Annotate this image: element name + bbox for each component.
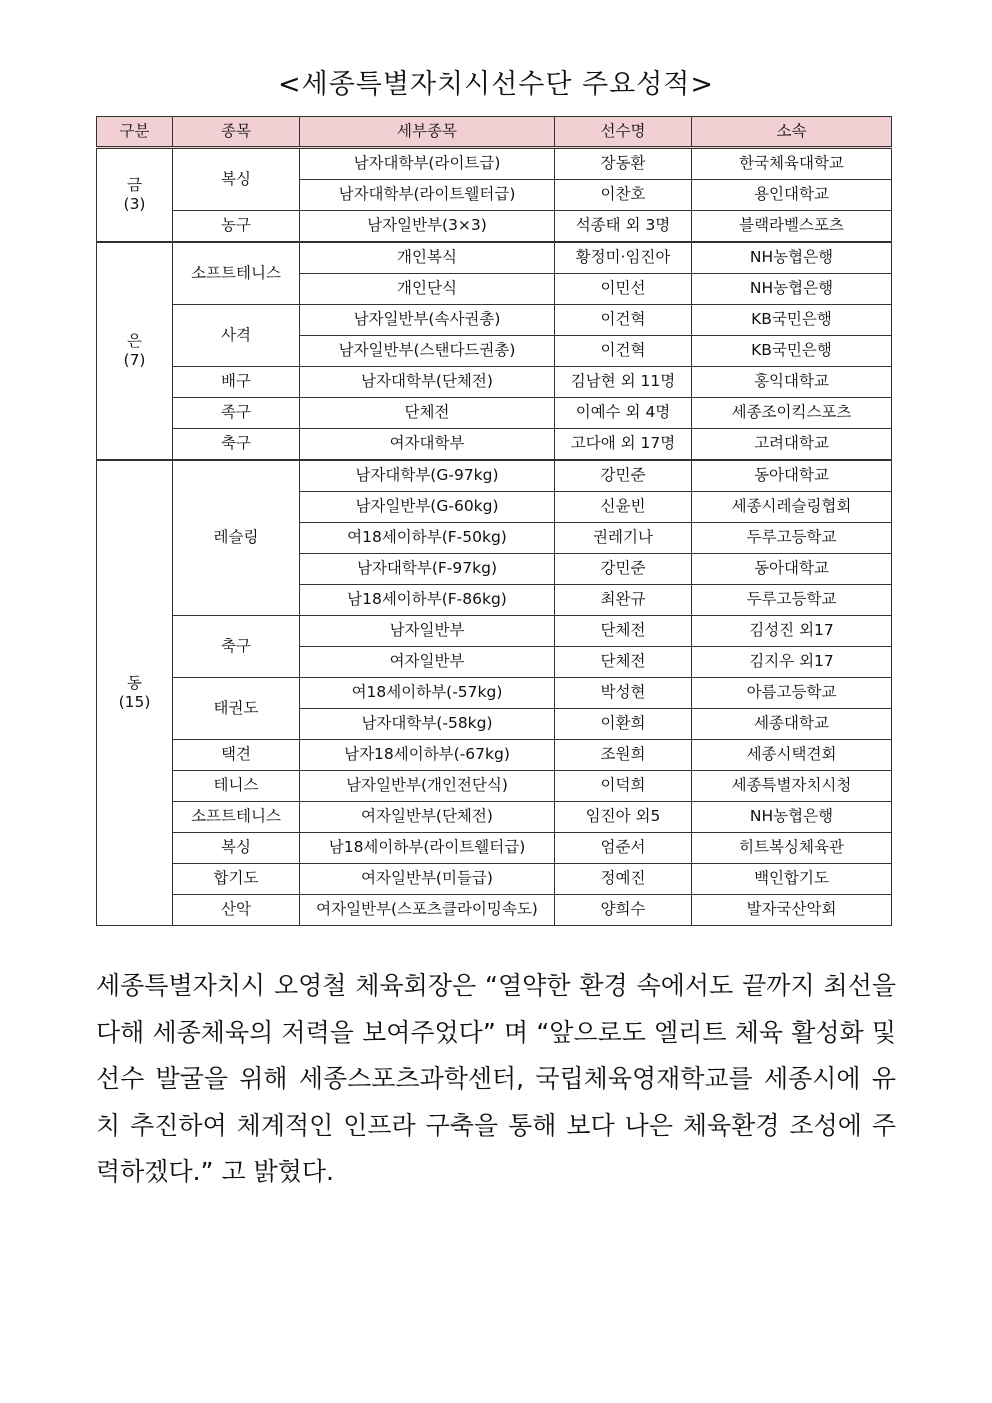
athlete-cell: 이건혁	[555, 336, 692, 367]
affiliation-cell: 용인대학교	[692, 180, 892, 211]
table-header	[97, 117, 892, 148]
affiliation-cell: KB국민은행	[692, 336, 892, 367]
event-cell: 남자일반부(G-60kg)	[300, 492, 555, 523]
sport-cell: 족구	[173, 398, 300, 429]
sport-cell: 축구	[173, 616, 300, 678]
header-row	[97, 117, 892, 148]
athlete-cell: 고다애 외 17명	[555, 429, 692, 461]
affiliation-cell: 백인합기도	[692, 864, 892, 895]
athlete-cell: 이예수 외 4명	[555, 398, 692, 429]
athlete-cell: 최완규	[555, 585, 692, 616]
affiliation-cell: 동아대학교	[692, 554, 892, 585]
athlete-cell: 석종태 외 3명	[555, 211, 692, 243]
sport-cell: 레슬링	[173, 460, 300, 616]
event-cell: 남자일반부(개인전단식)	[300, 771, 555, 802]
athlete-cell: 박성현	[555, 678, 692, 709]
sport-cell: 축구	[173, 429, 300, 461]
event-cell: 여자대학부	[300, 429, 555, 461]
event-cell: 남자일반부	[300, 616, 555, 647]
event-cell: 여자일반부(단체전)	[300, 802, 555, 833]
affiliation-cell: 동아대학교	[692, 460, 892, 492]
affiliation-cell: 세종시레슬링협회	[692, 492, 892, 523]
affiliation-cell: 김지우 외17	[692, 647, 892, 678]
athlete-cell: 엄준서	[555, 833, 692, 864]
affiliation-cell: 세종특별자치시청	[692, 771, 892, 802]
athlete-cell: 신윤빈	[555, 492, 692, 523]
table-row	[97, 148, 892, 180]
athlete-cell: 장동환	[555, 148, 692, 180]
affiliation-cell: 세종조이킥스포츠	[692, 398, 892, 429]
event-cell: 여자일반부(스포츠클라이밍속도)	[300, 895, 555, 926]
athlete-cell: 강민준	[555, 554, 692, 585]
event-cell: 남자일반부(스탠다드권총)	[300, 336, 555, 367]
table-row	[97, 864, 892, 895]
header-affiliation: 소속	[692, 117, 892, 148]
event-cell: 남자일반부(속사권총)	[300, 305, 555, 336]
athlete-cell: 임진아 외5	[555, 802, 692, 833]
athlete-cell: 조원희	[555, 740, 692, 771]
table-row	[97, 367, 892, 398]
event-cell: 남자대학부(F-97kg)	[300, 554, 555, 585]
event-cell: 여자일반부(미들급)	[300, 864, 555, 895]
athlete-cell: 이찬호	[555, 180, 692, 211]
affiliation-cell: NH농협은행	[692, 802, 892, 833]
event-cell: 여18세이하부(F-50kg)	[300, 523, 555, 554]
medal-count: (7)	[123, 351, 146, 369]
affiliation-cell: 한국체육대학교	[692, 148, 892, 180]
table-row	[97, 305, 892, 336]
affiliation-cell: 홍익대학교	[692, 367, 892, 398]
affiliation-cell: 세종시택견회	[692, 740, 892, 771]
sport-cell: 테니스	[173, 771, 300, 802]
event-cell: 남자대학부(라이트웰터급)	[300, 180, 555, 211]
medal-count: (15)	[118, 693, 151, 711]
results-table	[96, 116, 892, 926]
sport-cell: 태권도	[173, 678, 300, 740]
athlete-cell: 강민준	[555, 460, 692, 492]
affiliation-cell: NH농협은행	[692, 242, 892, 274]
medal-cell	[97, 148, 173, 243]
event-cell: 남자대학부(G-97kg)	[300, 460, 555, 492]
sport-cell: 사격	[173, 305, 300, 367]
sport-cell: 배구	[173, 367, 300, 398]
event-cell: 남자대학부(-58kg)	[300, 709, 555, 740]
event-cell: 남자대학부(라이트급)	[300, 148, 555, 180]
table-row	[97, 740, 892, 771]
athlete-cell: 김남현 외 11명	[555, 367, 692, 398]
event-cell: 단체전	[300, 398, 555, 429]
athlete-cell: 황정미·임진아	[555, 242, 692, 274]
affiliation-cell: 세종대학교	[692, 709, 892, 740]
sport-cell: 농구	[173, 211, 300, 243]
sport-cell: 산악	[173, 895, 300, 926]
affiliation-cell: 두루고등학교	[692, 585, 892, 616]
athlete-cell: 양희수	[555, 895, 692, 926]
medal-label: 은	[127, 331, 142, 350]
athlete-cell: 단체전	[555, 647, 692, 678]
event-cell: 남자18세이하부(-67kg)	[300, 740, 555, 771]
affiliation-cell: 두루고등학교	[692, 523, 892, 554]
athlete-cell: 권레기나	[555, 523, 692, 554]
table-row	[97, 833, 892, 864]
closing-paragraph: 세종특별자치시 오영철 체육회장은 “열약한 환경 속에서도 끝까지 최선을 다해 세종체육의 저력을 보여주었다” 며 “앞으로도 엘리트 체육 활성화 및 선수 발굴을 위해 세종스포츠과학센터, 국립체육영재학교를 세종시에 유치 추진하여 체계적인 인프라 구축을 통해 보다 나은 체육환경 조성에 주력하겠다.” 고 밝혔다.	[96, 971, 896, 1186]
sport-cell: 합기도	[173, 864, 300, 895]
medal-cell	[97, 242, 173, 460]
table-row	[97, 895, 892, 926]
sport-cell: 복싱	[173, 148, 300, 211]
event-cell: 여자일반부	[300, 647, 555, 678]
affiliation-cell: 김성진 외17	[692, 616, 892, 647]
table-row	[97, 771, 892, 802]
table-row	[97, 242, 892, 274]
event-cell: 여18세이하부(-57kg)	[300, 678, 555, 709]
affiliation-cell: 발자국산악회	[692, 895, 892, 926]
sport-cell: 소프트테니스	[173, 242, 300, 305]
medal-label: 동	[127, 673, 142, 692]
event-cell: 남18세이하부(라이트웰터급)	[300, 833, 555, 864]
affiliation-cell: 히트복싱체육관	[692, 833, 892, 864]
document-title: <세종특별자치시선수단 주요성적>	[278, 69, 714, 100]
event-cell: 남자대학부(단체전)	[300, 367, 555, 398]
event-cell: 남자일반부(3×3)	[300, 211, 555, 243]
athlete-cell: 이민선	[555, 274, 692, 305]
athlete-cell: 이환희	[555, 709, 692, 740]
affiliation-cell: 블랙라벨스포츠	[692, 211, 892, 243]
sport-cell: 택견	[173, 740, 300, 771]
athlete-cell: 이덕희	[555, 771, 692, 802]
medal-label: 금	[127, 175, 142, 194]
affiliation-cell: 아름고등학교	[692, 678, 892, 709]
athlete-cell: 단체전	[555, 616, 692, 647]
affiliation-cell: NH농협은행	[692, 274, 892, 305]
header-sport: 종목	[173, 117, 300, 148]
table-row	[97, 429, 892, 461]
affiliation-cell: KB국민은행	[692, 305, 892, 336]
event-cell: 남18세이하부(F-86kg)	[300, 585, 555, 616]
medal-count: (3)	[123, 195, 146, 213]
table-row	[97, 398, 892, 429]
header-category: 구분	[97, 117, 173, 148]
medal-cell	[97, 460, 173, 926]
header-athlete: 선수명	[555, 117, 692, 148]
affiliation-cell: 고려대학교	[692, 429, 892, 461]
table-body	[97, 148, 892, 926]
header-event: 세부종목	[300, 117, 555, 148]
event-cell: 개인복식	[300, 242, 555, 274]
event-cell: 개인단식	[300, 274, 555, 305]
table-row	[97, 616, 892, 647]
athlete-cell: 이건혁	[555, 305, 692, 336]
table-row	[97, 211, 892, 243]
sport-cell: 소프트테니스	[173, 802, 300, 833]
sport-cell: 복싱	[173, 833, 300, 864]
table-row	[97, 678, 892, 709]
table-row	[97, 802, 892, 833]
table-row	[97, 460, 892, 492]
athlete-cell: 정예진	[555, 864, 692, 895]
